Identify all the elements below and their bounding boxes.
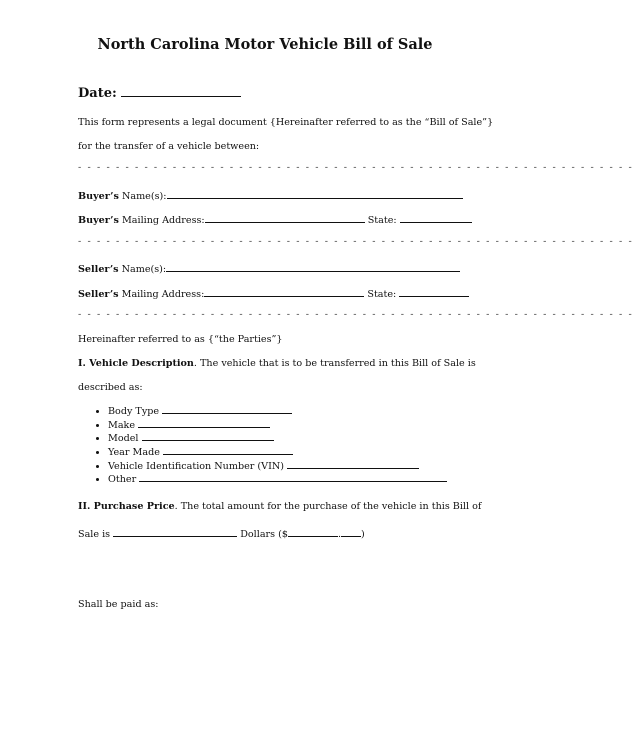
list-item [108, 404, 447, 418]
seller-state-label: State: [367, 289, 397, 300]
sale-price-row [78, 526, 365, 540]
year-made-field[interactable] [163, 445, 293, 455]
seller-address-label: Mailing Address: [118, 289, 205, 300]
seller-address-field[interactable] [204, 286, 364, 297]
section-2-heading: II. Purchase Price [78, 501, 175, 512]
vin-field[interactable] [287, 459, 419, 469]
parties-text: Hereinafter referred to as {“the Parties”} [78, 334, 283, 345]
close-paren: ) [361, 529, 365, 540]
seller-address-label-bold: Seller’s [78, 289, 119, 300]
decimal-point: . [337, 529, 342, 540]
list-item [108, 459, 447, 473]
other-label: Other [108, 474, 137, 486]
divider: - - - - - - - - - - - - - - - - - - - - - - - - - - - - - - - - - - - - - - - - - - - - - - - - - - - - - - - - - - - [78, 309, 633, 320]
make-label: Make [108, 419, 136, 431]
seller-names-label-bold: Seller’s [78, 264, 119, 275]
buyer-state-field[interactable] [400, 212, 472, 223]
list-item [108, 418, 447, 432]
seller-state-field[interactable] [399, 286, 469, 297]
list-item [108, 445, 447, 459]
year-made-label: Year Made [108, 447, 160, 459]
seller-names-label: Name(s): [118, 264, 167, 275]
intro-line-2: for the transfer of a vehicle between: [78, 141, 260, 152]
date-field[interactable] [121, 86, 241, 97]
make-field[interactable] [138, 418, 270, 428]
section-1-line-2: described as: [78, 382, 143, 393]
list-item [108, 431, 447, 445]
buyer-address-label: Mailing Address: [118, 215, 205, 226]
vehicle-description-list [78, 404, 447, 486]
section-1-line-1 [78, 358, 476, 369]
seller-names-row [78, 261, 460, 275]
buyer-state-label: State: [367, 215, 397, 226]
seller-address-row [78, 286, 469, 300]
buyer-names-field[interactable] [167, 188, 463, 199]
section-2-text: . The total amount for the purchase of the vehicle in this Bill of [174, 501, 482, 512]
buyer-names-label: Name(s): [118, 191, 167, 202]
document-title: North Carolina Motor Vehicle Bill of Sale [97, 36, 433, 53]
dollars-field[interactable] [288, 526, 338, 537]
model-label: Model [108, 433, 139, 445]
section-1-text: . The vehicle that is to be transferred in this Bill of Sale is [193, 358, 476, 369]
buyer-address-label-bold: Buyer’s [78, 215, 119, 226]
intro-line-1: This form represents a legal document {Hereinafter referred to as the “Bill of Sale”} [78, 117, 494, 128]
buyer-address-field[interactable] [205, 212, 365, 223]
body-type-label: Body Type [108, 406, 160, 417]
paid-as-label: Shall be paid as: [78, 599, 159, 610]
divider: - - - - - - - - - - - - - - - - - - - - - - - - - - - - - - - - - - - - - - - - - - - - - - - - - - - - - - - - - - - [78, 236, 633, 247]
list-item [108, 472, 447, 486]
dollars-label: Dollars ($ [240, 529, 288, 540]
divider: - - - - - - - - - - - - - - - - - - - - - - - - - - - - - - - - - - - - - - - - - - - - - - - - - - - - - - - - - - - [78, 162, 633, 173]
body-type-field[interactable] [162, 404, 292, 414]
buyer-names-label-bold: Buyer’s [78, 191, 119, 202]
vin-label: Vehicle Identification Number (VIN) [108, 460, 284, 472]
model-field[interactable] [142, 431, 274, 441]
date-row [78, 86, 241, 101]
sale-amount-words-field[interactable] [113, 526, 237, 537]
other-field[interactable] [139, 472, 447, 482]
section-2-line-1 [78, 501, 481, 512]
buyer-names-row [78, 188, 463, 202]
date-label: Date: [78, 86, 117, 101]
section-1-heading: I. Vehicle Description [78, 358, 194, 369]
seller-names-field[interactable] [166, 261, 460, 272]
buyer-address-row [78, 212, 472, 226]
sale-is-label: Sale is [78, 529, 111, 540]
cents-field[interactable] [341, 526, 361, 537]
